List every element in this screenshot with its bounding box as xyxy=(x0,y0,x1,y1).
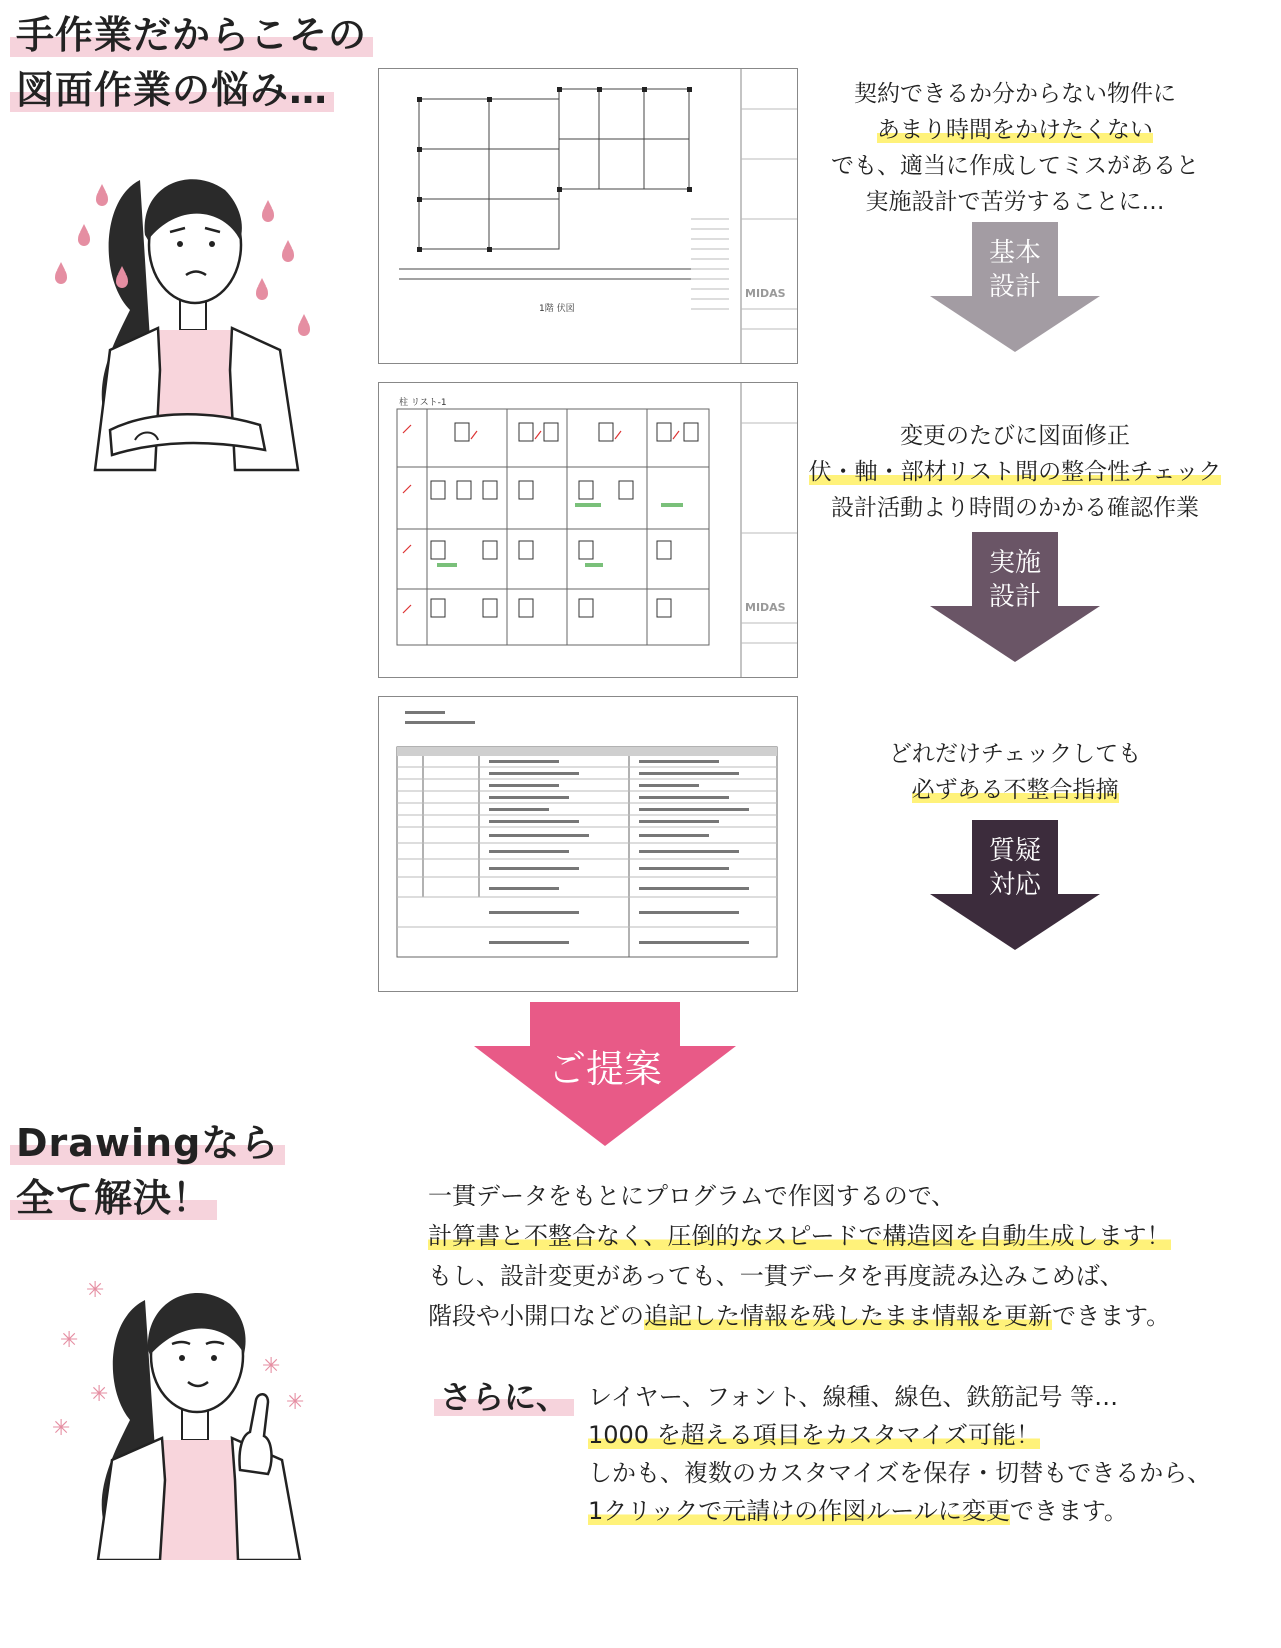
sweat-drop-icon xyxy=(78,230,90,246)
stage1-line1: 契約できるか分からない物件に xyxy=(854,81,1176,107)
midas-logo: MIDAS xyxy=(745,601,786,614)
further-label-text: さらに、 xyxy=(434,1378,574,1416)
sweat-drop-icon xyxy=(96,190,108,206)
stage3-note xyxy=(830,736,1200,808)
sweat-drop-icon xyxy=(256,284,268,300)
pointing-woman-illustration xyxy=(50,1260,310,1560)
solution-line4b: 追記した情報を残したまま情報を更新 xyxy=(644,1302,1052,1330)
stage1-line4: 実施設計で苦労することに… xyxy=(865,189,1165,215)
qa-response-label-1: 質疑 xyxy=(988,836,1041,866)
worried-woman-illustration xyxy=(40,140,320,480)
solution-line1: 一貫データをもとにプログラムで作図するので、 xyxy=(428,1182,956,1210)
column-list-title: 柱 リスト-1 xyxy=(399,398,447,408)
further-body xyxy=(588,1378,1268,1530)
sparkle-icon: ✳ xyxy=(86,1278,105,1303)
stage2-line3: 設計活動より時間のかかる確認作業 xyxy=(831,495,1199,521)
solution-line3: もし、設計変更があっても、一貫データを再度読み込みこめば、 xyxy=(428,1262,1124,1290)
stage1-note xyxy=(830,76,1200,220)
stage1-line3: でも、適当に作成してミスがあると xyxy=(831,153,1199,179)
stage2-note xyxy=(800,418,1230,526)
basic-design-arrow xyxy=(930,222,1100,352)
stage1-line2: あまり時間をかけたくない xyxy=(877,117,1153,143)
solution-heading-line2: 全て解決！ xyxy=(10,1176,217,1220)
solution-body xyxy=(428,1176,1258,1336)
problem-heading-line2: 図面作業の悩み… xyxy=(10,68,334,112)
further-line2: 1000 を超える項目をカスタマイズ可能！ xyxy=(588,1421,1040,1449)
stage3-line1: どれだけチェックしても xyxy=(888,741,1142,767)
column-list-drawing xyxy=(378,382,798,678)
detail-design-label-1: 実施 xyxy=(988,548,1041,578)
sparkle-icon: ✳ xyxy=(52,1416,71,1441)
sparkle-icon: ✳ xyxy=(262,1354,281,1379)
qa-table-drawing xyxy=(378,696,798,992)
basic-design-label-2: 設計 xyxy=(988,272,1041,302)
plan-caption: 1階 伏図 xyxy=(539,304,575,314)
sweat-drop-icon xyxy=(116,272,128,288)
qa-response-arrow xyxy=(930,820,1100,950)
problem-heading xyxy=(10,8,373,118)
further-line4a: 1クリックで元請けの作図ルールに変更 xyxy=(588,1497,1010,1525)
proposal-label: ご提案 xyxy=(547,1047,662,1091)
detail-design-arrow xyxy=(930,532,1100,662)
floor-plan-drawing xyxy=(378,68,798,364)
sweat-drop-icon xyxy=(298,320,310,336)
midas-logo: MIDAS xyxy=(745,287,786,300)
solution-line2: 計算書と不整合なく、圧倒的なスピードで構造図を自動生成します！ xyxy=(428,1222,1171,1250)
proposal-arrow xyxy=(474,1002,736,1147)
basic-design-label-1: 基本 xyxy=(988,238,1041,268)
qa-response-label-2: 対応 xyxy=(988,870,1041,900)
further-line4b: できます。 xyxy=(1009,1497,1128,1525)
problem-heading-line1: 手作業だからこその xyxy=(10,13,373,57)
solution-heading-line1: Drawingなら xyxy=(10,1121,285,1165)
further-line3: しかも、複数のカスタマイズを保存・切替もできるから、 xyxy=(588,1459,1212,1487)
stage2-line1: 変更のたびに図面修正 xyxy=(900,423,1130,449)
further-label xyxy=(434,1374,574,1420)
sweat-drop-icon xyxy=(282,246,294,262)
sparkle-icon: ✳ xyxy=(286,1390,305,1415)
solution-heading xyxy=(10,1116,285,1226)
further-line1: レイヤー、フォント、線種、線色、鉄筋記号 等… xyxy=(588,1383,1119,1411)
detail-design-label-2: 設計 xyxy=(988,582,1041,612)
sweat-drop-icon xyxy=(262,206,274,222)
sparkle-icon: ✳ xyxy=(90,1382,109,1407)
solution-line4a: 階段や小開口などの xyxy=(428,1302,644,1330)
solution-line4c: できます。 xyxy=(1052,1302,1171,1330)
sparkle-icon: ✳ xyxy=(60,1328,79,1353)
sweat-drop-icon xyxy=(55,268,67,284)
stage3-line2: 必ずある不整合指摘 xyxy=(911,777,1119,803)
stage2-line2: 伏・軸・部材リスト間の整合性チェック xyxy=(808,459,1222,485)
